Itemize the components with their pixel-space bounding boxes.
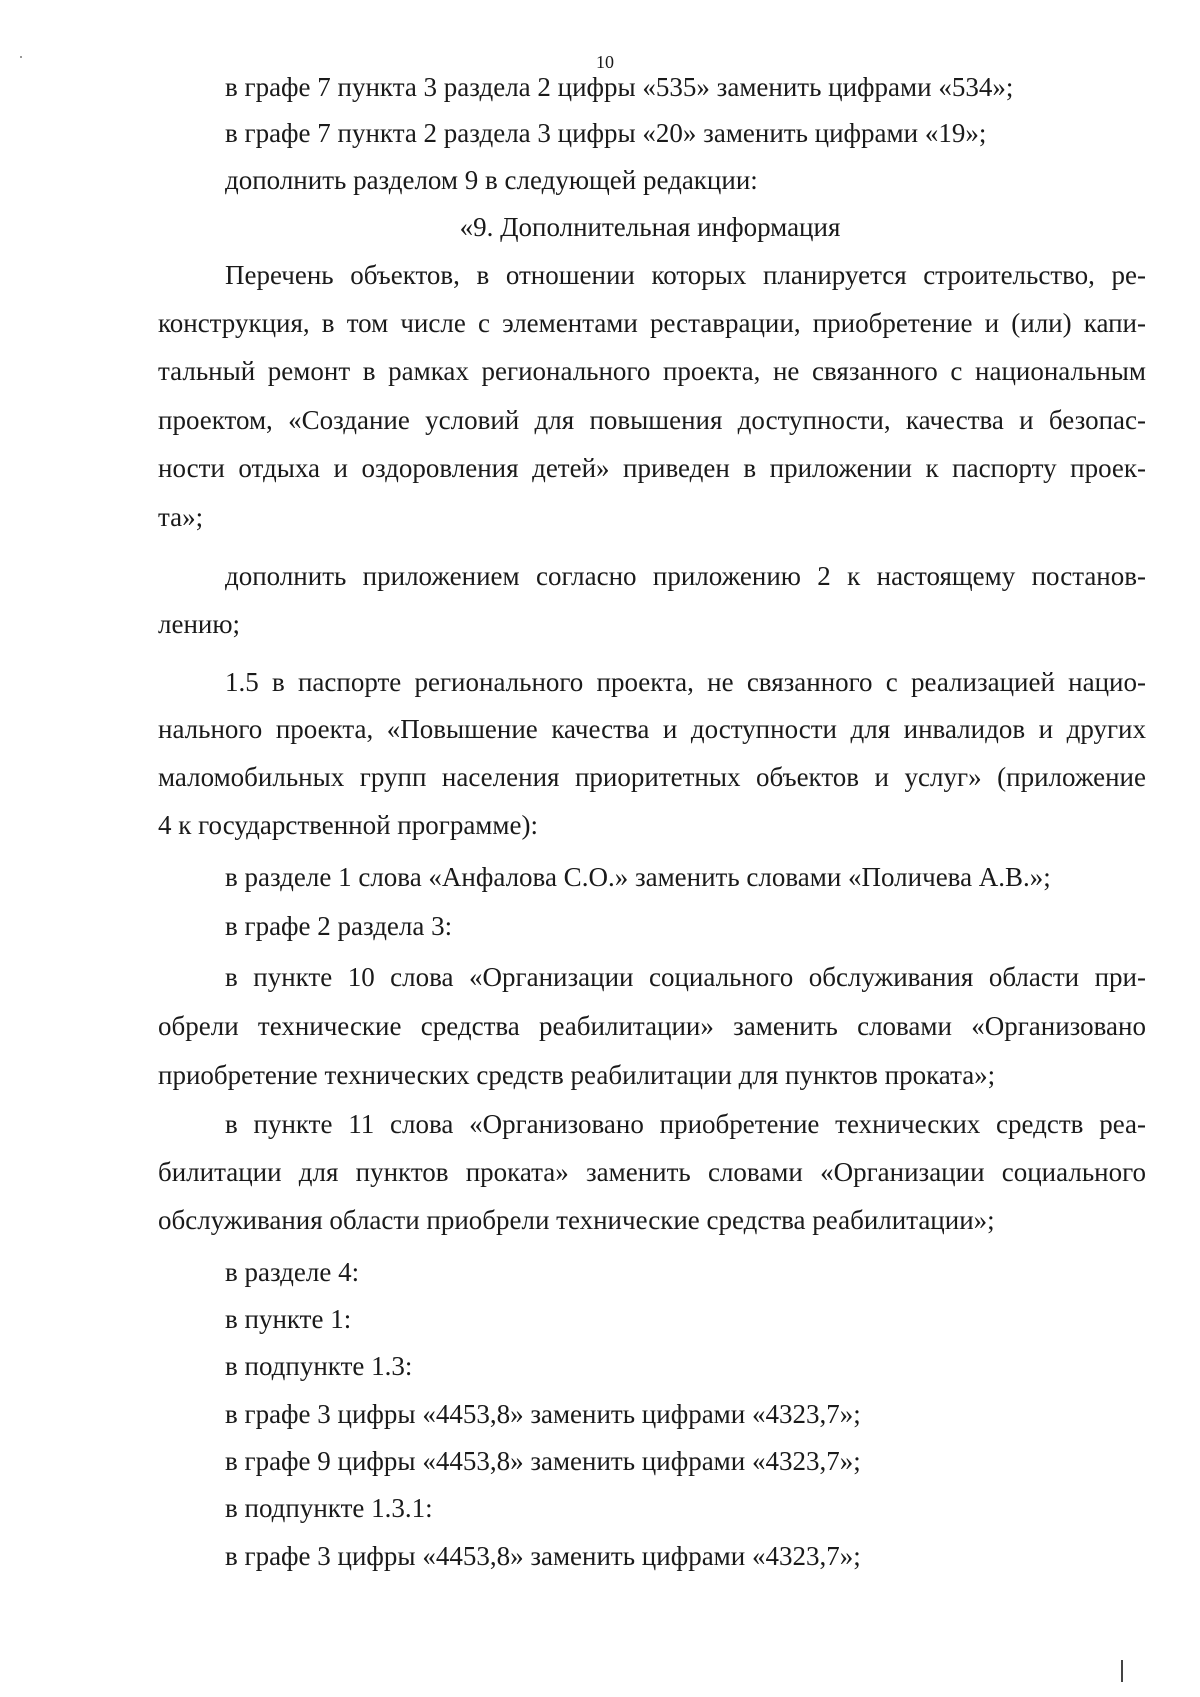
- text-line: в пункте 11 слова «Организовано приобретение технических средств реа-: [225, 1109, 1146, 1139]
- text-line: в графе 3 цифры «4453,8» заменить цифрами «4323,7»;: [225, 1399, 861, 1429]
- scan-mark: [1121, 1660, 1123, 1682]
- text-line: в пункте 1:: [225, 1304, 352, 1334]
- text-line: тальный ремонт в рамках регионального проекта, не связанного с национальным: [158, 356, 1146, 386]
- text-line: Перечень объектов, в отношении которых планируется строительство, ре-: [225, 260, 1146, 290]
- text-line: нального проекта, «Повышение качества и доступности для инвалидов и других: [158, 714, 1146, 744]
- text-line: в разделе 4:: [225, 1257, 360, 1287]
- text-line: ности отдыха и оздоровления детей» приведен в приложении к паспорту проек-: [158, 453, 1146, 483]
- text-line: 1.5 в паспорте регионального проекта, не связанного с реализацией нацио-: [225, 667, 1146, 697]
- text-line: обслуживания области приобрели технические средства реабилитации»;: [158, 1205, 995, 1235]
- text-line: маломобильных групп населения приоритетных объектов и услуг» (приложение: [158, 762, 1146, 792]
- text-line: проектом, «Создание условий для повышения доступности, качества и безопас-: [158, 405, 1146, 435]
- text-line: в пункте 10 слова «Организации социального обслуживания области при-: [225, 962, 1146, 992]
- text-line: билитации для пунктов проката» заменить словами «Организации социального: [158, 1157, 1146, 1187]
- page-number: 10: [596, 52, 614, 72]
- text-line: 4 к государственной программе):: [158, 810, 538, 840]
- text-line: в графе 7 пункта 3 раздела 2 цифры «535» заменить цифрами «534»;: [225, 72, 1014, 102]
- text-line: в подпункте 1.3:: [225, 1351, 413, 1381]
- text-line: дополнить приложением согласно приложению 2 к настоящему постанов-: [225, 561, 1146, 591]
- text-line: в подпункте 1.3.1:: [225, 1493, 433, 1523]
- text-line: конструкция, в том числе с элементами реставрации, приобретение и (или) капи-: [158, 308, 1146, 338]
- text-line: в графе 2 раздела 3:: [225, 911, 453, 941]
- text-line: дополнить разделом 9 в следующей редакции:: [225, 165, 758, 195]
- text-line: обрели технические средства реабилитации» заменить словами «Организовано: [158, 1011, 1146, 1041]
- text-line: приобретение технических средств реабилитации для пунктов проката»;: [158, 1060, 996, 1090]
- text-line: в графе 3 цифры «4453,8» заменить цифрами «4323,7»;: [225, 1541, 861, 1571]
- section-heading: «9. Дополнительная информация: [459, 212, 841, 242]
- text-line: в графе 7 пункта 2 раздела 3 цифры «20» заменить цифрами «19»;: [225, 118, 987, 148]
- text-line: та»;: [158, 502, 204, 532]
- text-line: в графе 9 цифры «4453,8» заменить цифрами «4323,7»;: [225, 1446, 861, 1476]
- text-line: лению;: [158, 609, 241, 639]
- text-line: в разделе 1 слова «Анфалова С.О.» заменить словами «Поличева А.В.»;: [225, 862, 1051, 892]
